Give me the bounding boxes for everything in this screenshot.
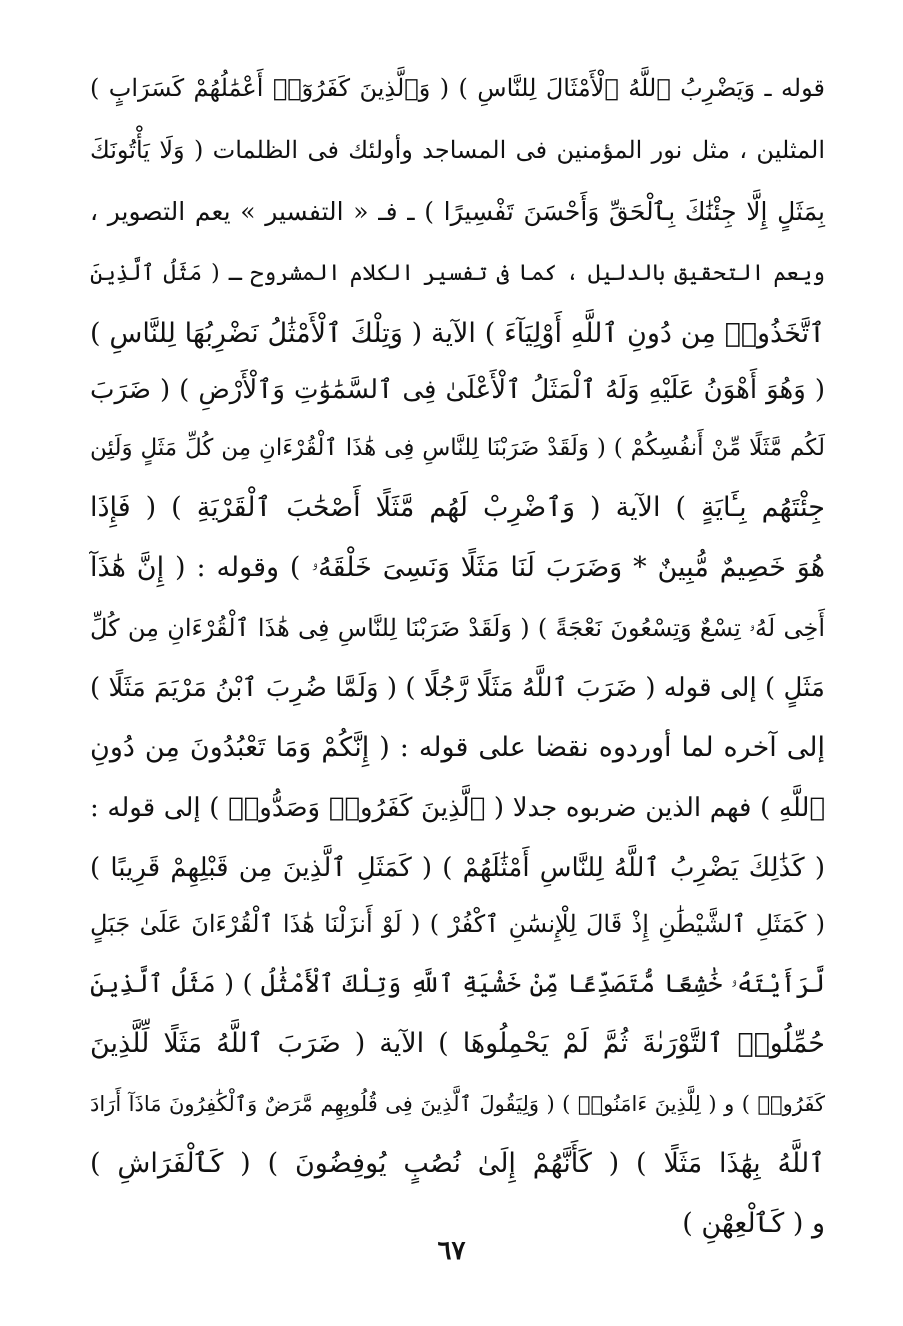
text-line: ٱللَّهِ ) فهم الذين ضربوه جدلا ( ٱلَّذِينَ كَفَرُوا۟ وَصَدُّوا۟ ) إلى قوله :	[90, 793, 825, 823]
page-number: ٦٧	[437, 1236, 466, 1266]
text-line: و ( كَٱلْعِهْنِ )	[682, 1208, 825, 1239]
text-line: أَخِى لَهُۥ تِسْعٌ وَتِسْعُونَ نَعْجَةً ) ( وَلَقَدْ ضَرَبْنَا لِلنَّاسِ فِى هَٰذَا ٱلْقُرْءَانِ مِن كُلِّ	[90, 614, 825, 642]
text-line: لَّرَأَيْتَهُۥ خَٰشِعًا مُّتَصَدِّعًا مِّنْ خَشْيَةِ ٱللَّهِ وَتِلْكَ ٱلْأَمْثَٰلُ ) ( مَثَلُ ٱلَّذِينَ	[90, 969, 825, 998]
text-line: لَكُم مَّثَلًا مِّنْ أَنفُسِكُمْ ) ( وَلَقَدْ ضَرَبْنَا لِلنَّاسِ فِى هَٰذَا ٱلْقُرْءَانِ مِن كُلِّ مَثَلٍ وَلَئِن	[90, 435, 825, 461]
text-line: كَفَرُوا۟ ) و ( لِلَّذِينَ ءَامَنُوا۟ ) ( وَلِيَقُولَ ٱلَّذِينَ فِى قُلُوبِهِم مَّرَضٌ وَٱلْكَٰفِرُونَ مَاذَآ أَرَادَ	[90, 1092, 825, 1116]
text-line: حُمِّلُوا۟ ٱلتَّوْرَىٰةَ ثُمَّ لَمْ يَحْمِلُوهَا ) الآية ( ضَرَبَ ٱللَّهُ مَثَلًا لِّلَّذِينَ	[90, 1028, 825, 1059]
text-line: ( كَذَٰلِكَ يَضْرِبُ ٱللَّهُ لِلنَّاسِ أَمْثَٰلَهُمْ ) ( كَمَثَلِ ٱلَّذِينَ مِن قَبْلِهِمْ قَرِيبًا )	[90, 853, 825, 883]
text-line: جِئْتَهُم بِـَٔايَةٍ ) الآية ( وَٱضْرِبْ لَهُم مَّثَلًا أَصْحَٰبَ ٱلْقَرْيَةِ ) ( فَإِذَا	[90, 492, 825, 523]
text-line: قوله ـ وَيَضْرِبُ ٱللَّهُ ٱلْأَمْثَالَ لِلنَّاسِ ) ( وَٱلَّذِينَ كَفَرُوٓا۟ أَعْمَٰلُهُمْ كَسَرَابٍ )	[90, 74, 825, 102]
text-line: ( وَهُوَ أَهْوَنُ عَلَيْهِ وَلَهُ ٱلْمَثَلُ ٱلْأَعْلَىٰ فِى ٱلسَّمَٰوَٰتِ وَٱلْأَرْضِ ) ( ضَرَبَ	[90, 375, 825, 405]
text-line: إلى آخره لما أوردوه نقضا على قوله : ( إِنَّكُمْ وَمَا تَعْبُدُونَ مِن دُونِ	[90, 732, 825, 763]
text-line: ٱللَّهُ بِهَٰذَا مَثَلًا ) ( كَأَنَّهُمْ إِلَىٰ نُصُبٍ يُوفِضُونَ ) ( كَٱلْفَرَاشِ )	[90, 1148, 825, 1179]
text-line: المثلين ، مثل نور المؤمنين فى المساجد وأولئك فى الظلمات ( وَلَا يَأْتُونَكَ	[90, 136, 825, 164]
text-line: ٱتَّخَذُوا۟ مِن دُونِ ٱللَّهِ أَوْلِيَآءَ ) الآية ( وَتِلْكَ ٱلْأَمْثَٰلُ نَضْرِبُهَا لِلنَّاسِ )	[90, 318, 825, 349]
text-line: مَثَلٍ ) إلى قوله ( ضَرَبَ ٱللَّهُ مَثَلًا رَّجُلًا ) ( وَلَمَّا ضُرِبَ ٱبْنُ مَرْيَمَ مَثَلًا )	[90, 673, 825, 703]
text-line: بِمَثَلٍ إِلَّا جِئْنَٰكَ بِٱلْحَقِّ وَأَحْسَنَ تَفْسِيرًا ) ـ فـ « التفسير » يعم التصوير ،	[90, 197, 825, 226]
text-line: هُوَ خَصِيمٌ مُّبِينٌ * وَضَرَبَ لَنَا مَثَلًا وَنَسِىَ خَلْقَهُۥ ) وقوله : ( إِنَّ هَٰذَآ	[90, 552, 825, 583]
text-line: ويعم التحقيق بالدليل ، كما فى تفسير الكلام المشروح ـ ( مَثَلُ ٱلَّذِينَ	[90, 261, 825, 286]
page-body	[90, 60, 825, 1260]
text-line: ( كَمَثَلِ ٱلشَّيْطَٰنِ إِذْ قَالَ لِلْإِنسَٰنِ ٱكْفُرْ ) ( لَوْ أَنزَلْنَا هَٰذَا ٱلْقُرْءَانَ عَلَىٰ جَبَلٍ	[90, 910, 825, 938]
